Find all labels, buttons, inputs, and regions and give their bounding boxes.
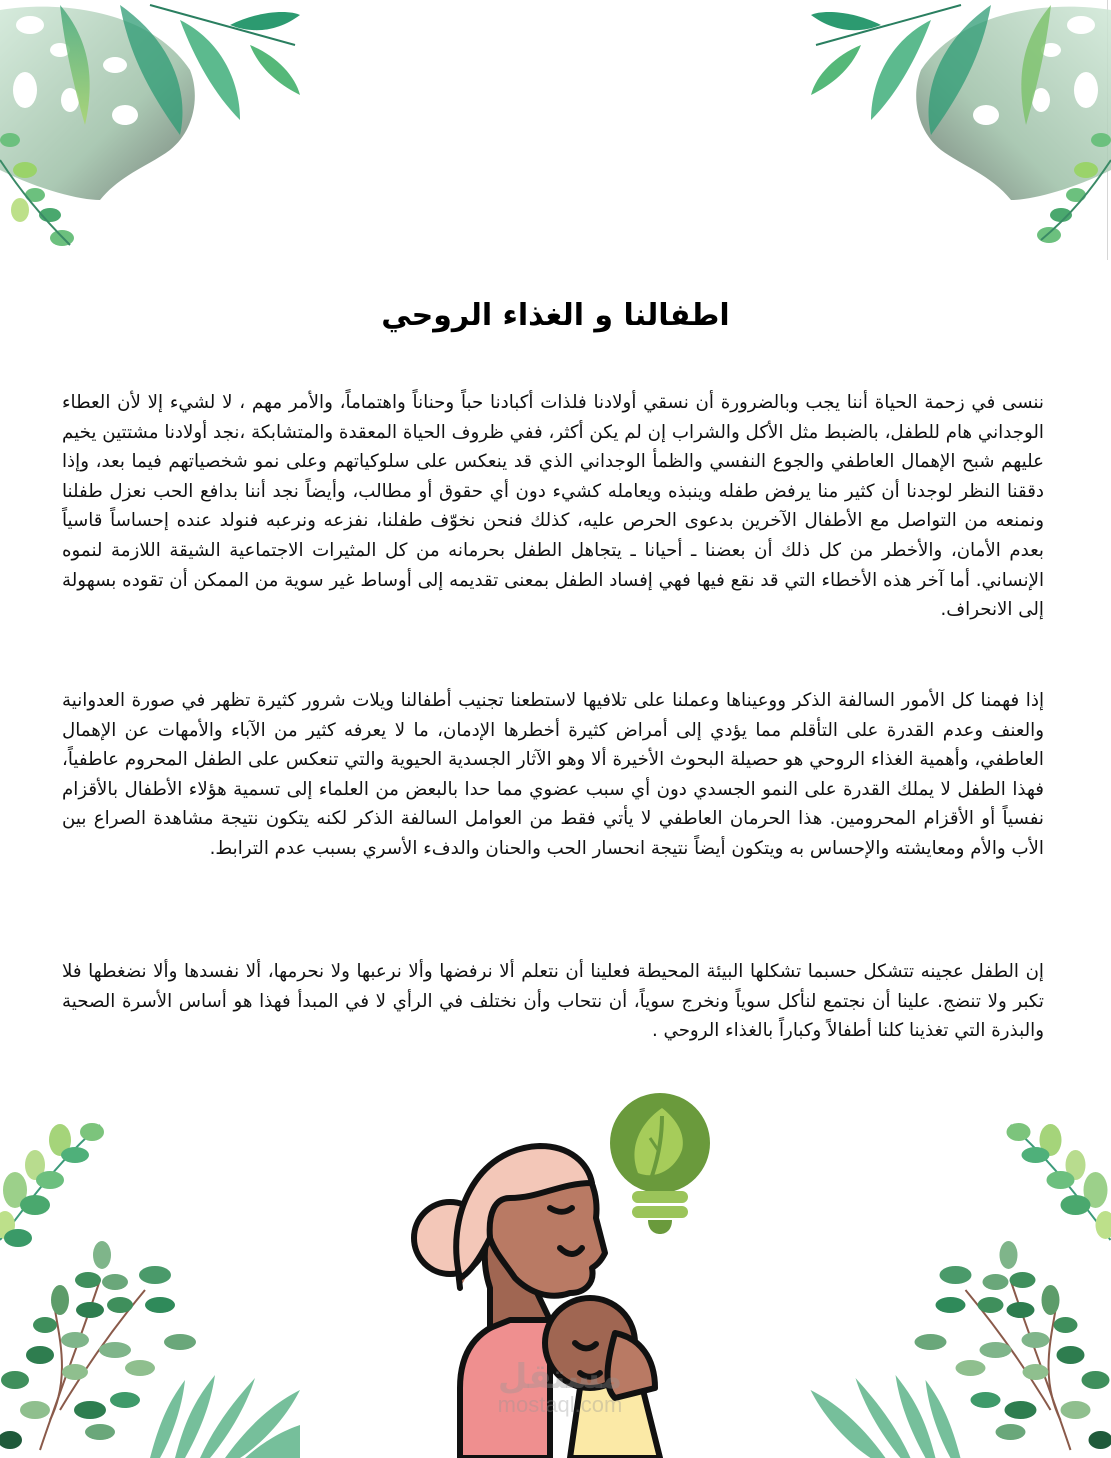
watermark-arabic: مستقل (497, 1357, 623, 1397)
leaf-lightbulb-icon (610, 1093, 710, 1234)
page-title: اطفالنا و الغذاء الروحي (381, 298, 730, 334)
monstera-leaves-top-right-icon (810, 0, 1111, 260)
paragraph-1: ننسى في زحمة الحياة أننا يجب وبالضرورة أن نسقي أولادنا فلذات أكبادنا حباً وحناناً واهتماماً، والأمر مهم ، لا لشيء إلا لأن العطاء الوجداني هام للطفل، بالضبط مثل الأكل والشراب إن لم يكن أكثر، ففي ظروف الحياة المعقدة والمتشابكة ،نجد أولادنا مشتتين يخيم عليهم شبح الإهمال العاطفي والجوع النفسي والظمأ الوجداني الذي قد ينعكس على سلوكياتهم وعلى نمو شخصياتهم فيما بعد، وإذا دققنا النظر لوجدنا أن كثير منا يرفض طفله وينبذه ويعامله كشيء دون أي حقوق أو مطالب، وأيضاً نجد أننا بدافع الحب نعزل طفلنا ونمنعه من التواصل مع الأطفال الآخرين بدعوى الحرص عليه، كذلك فنحن نخوّف طفلنا، نفزعه ونرعبه فنولد عنده إحساساً قاسياً بعدم الأمان، والأخطر من كل ذلك أن بعضنا ـ أحيانا ـ يتجاهل الطفل بحرمانه من كل المثيرات الاجتماعية الشيقة اللازمة لنموه الإنساني. أما آخر هذه الأخطاء التي قد نقع فيها فهي إفساد الطفل بمعنى تقديمه إلى أوساط غير سوية من الممكن أن تقوده بسهولة إلى الانحراف. (62, 392, 1044, 621)
green-branches-bottom-right-icon (810, 1110, 1111, 1458)
green-branches-bottom-left-icon (0, 1110, 300, 1458)
mother-baby-illustration (400, 1088, 730, 1458)
paragraph-3: إن الطفل عجينه تتشكل حسبما تشكلها البيئة المحيطة فعلينا أن نتعلم ألا نرفضها وألا نرعبها ولا نحرمها، ألا نفسدها وألا نضغطها فلا تكبر ولا تنضج. علينا أن نجتمع لنأكل سوياً ونخرج سوياً، أن نتحاب وأن نختلف في الرأي لا في المبدأ فهذا هو أساس الأسرة الصحية والبذرة التي تغذينا كلنا أطفالاً وكباراً بالغذاء الروحي . (62, 961, 1044, 1042)
watermark-latin: mostaql.com (497, 1392, 623, 1417)
monstera-leaves-top-left-icon (0, 0, 300, 260)
paragraph-2: إذا فهمنا كل الأمور السالفة الذكر ووعيناها وعملنا على تلافيها لاستطعنا تجنيب أطفالنا ويلات شرور كثيرة تظهر في صورة العدوانية والعنف وعدم القدرة على التأقلم مما يؤدي إلى أمراض كثيرة أخطرها الإدمان، ما لا يعرفه كثير من الآباء والأمهات عن الإهمال العاطفي، وأهمية الغذاء الروحي هو حصيلة البحوث الأخيرة ألا وهو الآثار الجسدية الحيوية والتي تنعكس على الطفل المحروم عاطفياً، فهذا الطفل لا يملك القدرة على النمو الجسدي دون أي سبب عضوي مما حدا بالبعض من العلماء إلى تسمية هؤلاء الأطفال بالأقزام نفسياً أو الأقزام المحرومين. هذا الحرمان العاطفي لا يأتي فقط من العوامل السالفة الذكر لكنه يتكون نتيجة مشاهدة الصراع بين الأب والأم ومعايشته والإحساس به ويتكون أيضاً نتيجة انحسار الحب والحنان والدفء الأسري بسبب عدم الترابط. (62, 690, 1044, 859)
